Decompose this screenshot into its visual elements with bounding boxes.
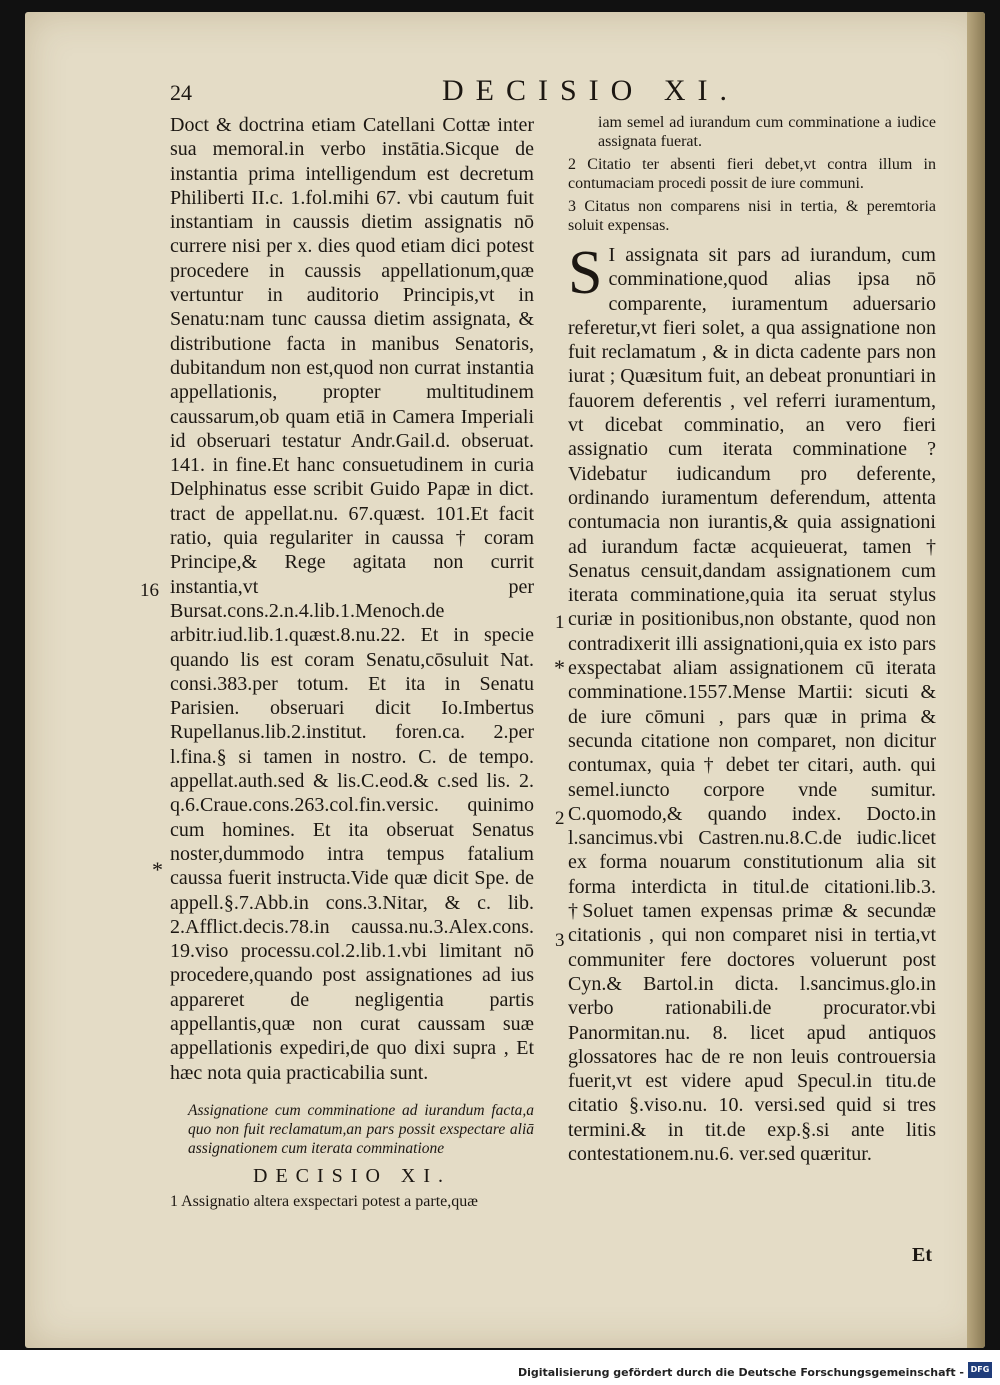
- margin-number-16: 16: [140, 580, 159, 601]
- margin-number-3: 3: [555, 930, 565, 951]
- dfg-logo: DFG: [968, 1362, 992, 1378]
- summary-item-3: 3 Citatus non comparens nisi in tertia, & peremtoria soluit expensas.: [568, 198, 936, 234]
- summary-item-1: 1 Assignatio altera exspectari potest a parte,quæ: [170, 1193, 478, 1211]
- drop-cap: S: [568, 239, 603, 307]
- right-column: [568, 113, 936, 1166]
- decision-summary: Assignatione cum comminatione ad iurandum facta,a quo non fuit reclamatum,an pars possit exspectare aliā assignationem cum iterata comminatione: [188, 1101, 534, 1157]
- decision-heading: DECISIO XI.: [253, 1164, 451, 1187]
- running-head: DECISIO XI.: [442, 74, 739, 107]
- margin-number-2: 2: [555, 808, 565, 829]
- margin-asterisk: *: [152, 857, 163, 882]
- summary-item-2: 2 Citatio ter absenti fieri debet,vt contra illum in contumaciam procedi possit de iure communi.: [568, 156, 936, 192]
- summary-item-1-cont: iam semel ad iurandum cum comminatione a iudice assignata fuerat.: [598, 114, 936, 150]
- footer-credit: Digitalisierung gefördert durch die Deutsche Forschungsgemeinschaft -: [517, 1366, 964, 1379]
- margin-asterisk-right: *: [554, 655, 565, 680]
- right-paragraph: I assignata sit pars ad iurandum, cum comminatione,quod alias ipsa nō comparente, iuramentum aduersario referetur,vt fieri solet, a qua assignatione non fuit reclamatum , & in dicta cadente pars non iurat ; Quæsitum fuit, an debeat pronuntiari in fauorem deferentis , vel referri iuramentum, vt dicebat comminatio, an vero fieri assignatio cum iterata comminatione ? Videbatur iudicandum pro deferente, ordinando iuramentum deferendum, attenta contumacia non iurantis,& quia assignationi ad iurandum factæ acquieuerat, tamen † Senatus censuit,dandam assignationem cum iterata comminatione,quia ita seruat stylus curiæ in positionibus,non obstante, quod non contradixerit illi assignationi,quia ex isto pars exspectabat aliam assignationem cū iterata comminatione.1557.Mense Martii: sicuti & de iure cōmuni , pars quæ in prima & secunda citatione non comparet, non dicitur contumax, quia † debet ter citari, auth. qui semel.iuncto corpore vnde sumitur. C.quomodo,& quando index. Docto.in l.sancimus.vbi Castren.nu.8.C.de iudic.licet ex forma nouarum constitutionum alia sit forma interdicta in titul.de citationi.lib.3. †Soluet tamen expensas primæ & secundæ citationis , qui non comparet nisi in tertia,vt communiter fere doctores voluerunt post Cyn.& Bartol.in dicta. l.sancimus.glo.in verbo rationabili.de procurator.vbi Panormitan.nu. 8. licet apud antiquos glossatores hac de re non leuis controuersia fuerit,vt est videre apud Specul.in titu.de citatio §.viso.nu. 10. versi.sed quid si tres termini.& in tit.de exp.§.si ante litis contestationem.nu.6. ver.sed quæritur.: [568, 244, 936, 1165]
- page-fold: [967, 12, 985, 1348]
- catchword: Et: [912, 1244, 932, 1266]
- page-number: 24: [170, 80, 192, 105]
- margin-number-1: 1: [555, 612, 565, 633]
- left-paragraph: Doct & doctrina etiam Catellani Cottæ inter sua memoral.in verbo instātia.Sicque de instantia prima intelligendum est decretum Philiberti II.c. 1.fol.mihi 67. vbi cautum fuit instantiam in caussis dietim assignatis nō currere nisi per x. dies quod etiam dici potest procedere in caussis appellationum,quæ vertuntur in auditorio Principis,vt in Senatu:nam tunc caussa dietim assignata, & distributione facta in manibus Senatoris, dubitandum non est,quod non currat instantia appellationis, propter multitudinem caussarum,ob quam etiā in Camera Imperiali id obseruari testatur Andr.Gail.d. obseruat. 141. in fine.Et hanc consuetudinem in curia Delphinatus esse scribit Guido Papæ in dict. tract de appellat.nu. 67.quæst. 101.Et facit ratio, quia regulariter in caussa † coram Principe,& Rege agitata non currit instantia,vt per Bursat.cons.2.n.4.lib.1.Menoch.de arbitr.iud.lib.1.quæst.8.nu.22. Et in specie quando lis est coram Senatu,cōsuluit Nat. consi.383.per totum. Et ita in Senatu Parisien. obseruari dicit Io.Imbertus Rupellanus.lib.2.institut. foren.ca. 2.per l.fina.§ si tamen in nostro. C. de tempo. appellat.auth.sed & lis.C.eod.& c.sed lis. 2. q.6.Craue.cons.263.col.fin.versic. quinimo cum homines. Et ita obseruat Senatus noster,dummodo intra tempus fatalium caussa fuerit instructa.Vide quæ dicit Spe. de appell.§.7.Abb.in cons.3.Nitar, & c. lib. 2.Afflict.decis.78.in caussa.nu.3.Alex.cons. 19.viso processu.col.2.lib.1.vbi limitant nō procedere,quando post assignationes ad ius appareret de negligentia partis appellantis,quæ non curat caussam suæ appellationis expediri,de quo dixi supra , Et hæc nota quia practicabilia sunt.: [170, 114, 534, 1084]
- left-column: [170, 113, 534, 1211]
